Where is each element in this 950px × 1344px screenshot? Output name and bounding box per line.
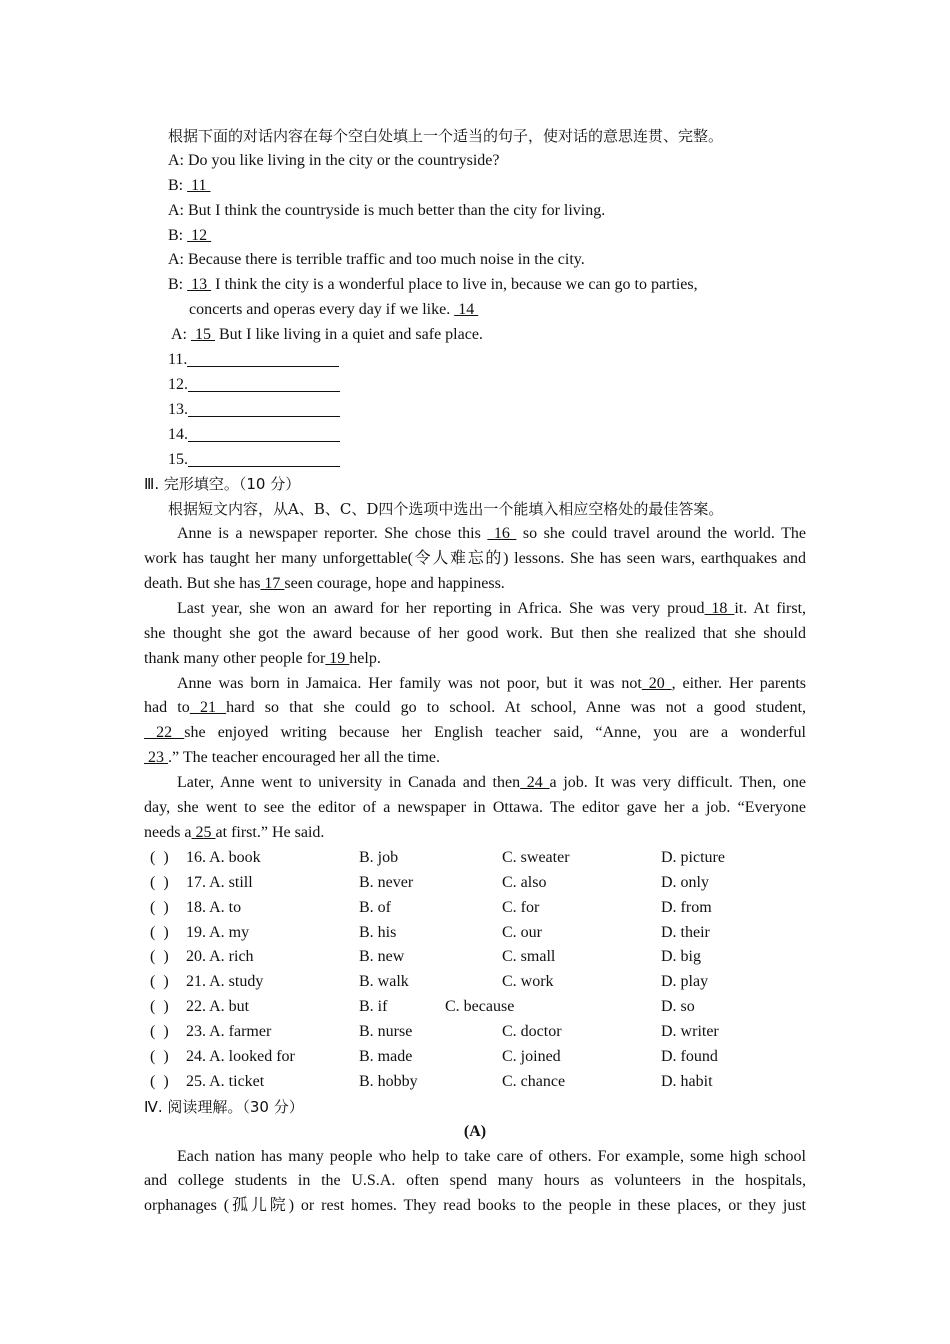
text-segment: , either. Her parents xyxy=(671,674,806,692)
answer-line xyxy=(144,448,806,473)
option-a: 20. A. rich xyxy=(186,948,254,966)
paragraph-line xyxy=(144,522,806,547)
blank-number: 17 xyxy=(260,575,285,593)
answer-line xyxy=(144,423,806,448)
dialogue-text: B: xyxy=(168,226,188,244)
option-a: 22. A. but xyxy=(186,998,250,1016)
paragraph-line xyxy=(144,647,806,672)
option-c: C. our xyxy=(502,923,542,941)
blank-number: 24 xyxy=(520,774,550,792)
text-segment: Each nation has many people who help to take care of others. For example, some high school xyxy=(177,1147,806,1165)
dialogue-text: But I like living in a quiet and safe place. xyxy=(215,326,483,344)
paragraph-line xyxy=(144,597,806,622)
question-row xyxy=(144,1070,806,1095)
blank-number: 22 xyxy=(144,724,185,742)
text-segment: work has taught her many unforgettable(令人难忘的) lessons. She has seen wars, earthquakes and xyxy=(144,550,806,568)
text-segment: .” The teacher encouraged her all the time. xyxy=(168,749,441,767)
option-c: C. for xyxy=(502,898,540,916)
question-row xyxy=(144,896,806,921)
blank-number: 25 xyxy=(191,823,216,841)
answer-number: 12. xyxy=(168,375,188,393)
text-segment: death. But she has xyxy=(144,575,261,593)
dialogue-line xyxy=(144,224,806,249)
text-segment: a job. It was very difficult. Then, one xyxy=(549,774,806,792)
section-heading: Ⅲ. 完形填空。（10 分） xyxy=(144,475,301,494)
text-segment: day, she went to see the editor of a newspaper in Ottawa. The editor gave her a job. “Everyone xyxy=(144,799,806,817)
question-row xyxy=(144,995,806,1020)
option-b: B. nurse xyxy=(359,1023,413,1041)
answer-number: 13. xyxy=(168,400,188,418)
dialogue-text: B: xyxy=(168,276,188,294)
paragraph-line xyxy=(144,572,806,597)
paragraph-line xyxy=(144,721,806,746)
section-heading: Ⅳ. 阅读理解。（30 分） xyxy=(144,1097,304,1116)
option-c: C. doctor xyxy=(502,1023,562,1041)
dialogue-text: A: Because there is terrible traffic and too much noise in the city. xyxy=(168,251,585,269)
option-d: D. from xyxy=(661,898,712,916)
option-d: D. only xyxy=(661,873,709,891)
option-d: D. picture xyxy=(661,848,725,866)
option-d: D. their xyxy=(661,923,710,941)
dialogue-text: A: But I think the countryside is much better than the city for living. xyxy=(168,201,606,219)
option-b: B. of xyxy=(359,898,391,916)
answer-paren: ( ) xyxy=(150,1072,169,1090)
paragraph-line xyxy=(144,622,806,647)
paragraph-line xyxy=(144,547,806,572)
text-segment: it. At first, xyxy=(734,599,806,617)
option-a: 25. A. ticket xyxy=(186,1072,265,1090)
option-a: 16. A. book xyxy=(186,848,261,866)
option-b: B. his xyxy=(359,923,397,941)
option-a: 17. A. still xyxy=(186,873,253,891)
option-a: 19. A. my xyxy=(186,923,250,941)
blank-number: 18 xyxy=(704,599,735,617)
option-c: C. also xyxy=(502,873,547,891)
option-c: C. joined xyxy=(502,1047,561,1065)
text-segment: hard so that she could go to school. At school, Anne was not a good student, xyxy=(226,699,806,717)
answer-number: 15. xyxy=(168,450,188,468)
paragraph-line xyxy=(144,821,806,846)
paragraph-line xyxy=(144,696,806,721)
question-row xyxy=(144,1045,806,1070)
blank-number: 12 xyxy=(187,226,212,244)
option-d: D. writer xyxy=(661,1023,719,1041)
answer-blank[interactable] xyxy=(188,398,340,417)
text-segment: she enjoyed writing because her English teacher said, “Anne, you are a wonderful xyxy=(184,724,806,742)
answer-paren: ( ) xyxy=(150,873,169,891)
option-d: D. found xyxy=(661,1047,718,1065)
paragraph-line xyxy=(144,796,806,821)
blank-number: 23 xyxy=(144,749,168,767)
text-segment: Later, Anne went to university in Canada and then xyxy=(177,774,521,792)
answer-paren: ( ) xyxy=(150,898,169,916)
passage-title: (A) xyxy=(463,1122,487,1140)
answer-blank[interactable] xyxy=(188,423,340,442)
dialogue-instruction: 根据下面的对话内容在每个空白处填上一个适当的句子，使对话的意思连贯、完整。 xyxy=(168,127,724,145)
paragraph-line xyxy=(144,1194,806,1219)
option-b: B. walk xyxy=(359,973,409,991)
paragraph-line xyxy=(144,1145,806,1170)
text-segment: Anne was born in Jamaica. Her family was not poor, but it was not xyxy=(177,674,642,692)
text-segment: needs a xyxy=(144,823,192,841)
dialogue-text: A: xyxy=(171,326,191,344)
option-a: 24. A. looked for xyxy=(186,1047,295,1065)
answer-paren: ( ) xyxy=(150,973,169,991)
blank-number: 14 xyxy=(454,301,479,319)
blank-number: 19 xyxy=(325,649,350,667)
blank-number: 15 xyxy=(191,326,215,344)
answer-paren: ( ) xyxy=(150,923,169,941)
question-row xyxy=(144,1020,806,1045)
dialogue-line xyxy=(144,199,806,224)
answer-number: 11. xyxy=(168,351,188,369)
text-segment: so she could travel around the world. The xyxy=(516,525,806,543)
answer-number: 14. xyxy=(168,425,188,443)
text-segment: thank many other people for xyxy=(144,649,326,667)
answer-paren: ( ) xyxy=(150,998,169,1016)
answer-blank[interactable] xyxy=(188,373,340,392)
option-b: B. never xyxy=(359,873,414,891)
blank-number: 13 xyxy=(187,276,212,294)
dialogue-line xyxy=(144,248,806,273)
option-b: B. hobby xyxy=(359,1072,418,1090)
blank-number: 16 xyxy=(487,525,517,543)
paragraph-line xyxy=(144,746,806,771)
option-c: C. because xyxy=(445,998,515,1016)
option-c: C. chance xyxy=(502,1072,566,1090)
option-b: B. job xyxy=(359,848,399,866)
answer-paren: ( ) xyxy=(150,948,169,966)
text-segment: orphanages (孤儿院) or rest homes. They read books to the people in these places, or they just xyxy=(144,1197,806,1215)
paragraph-line xyxy=(144,672,806,697)
dialogue-line xyxy=(144,298,806,323)
answer-blank[interactable] xyxy=(188,448,340,467)
text-segment: seen courage, hope and happiness. xyxy=(284,575,505,593)
option-b: B. if xyxy=(359,998,388,1016)
question-row xyxy=(144,970,806,995)
text-segment: at first.” He said. xyxy=(215,823,325,841)
dialogue-text: A: Do you like living in the city or the countryside? xyxy=(168,151,500,169)
answer-paren: ( ) xyxy=(150,1047,169,1065)
text-segment: Last year, she won an award for her reporting in Africa. She was very proud xyxy=(177,599,705,617)
answer-blank[interactable] xyxy=(187,348,339,367)
dialogue-text: I think the city is a wonderful place to live in, because we can go to parties, xyxy=(211,276,698,294)
option-d: D. so xyxy=(661,998,695,1016)
dialogue-text: concerts and operas every day if we like. xyxy=(189,301,455,319)
option-a: 21. A. study xyxy=(186,973,264,991)
text-segment: she thought she got the award because of her good work. But then she realized that she should xyxy=(144,624,806,642)
option-a: 18. A. to xyxy=(186,898,242,916)
text-segment: Anne is a newspaper reporter. She chose this xyxy=(177,525,488,543)
text-segment: had to xyxy=(144,699,190,717)
option-d: D. habit xyxy=(661,1072,713,1090)
answer-paren: ( ) xyxy=(150,1023,169,1041)
dialogue-line xyxy=(144,273,806,298)
answer-line xyxy=(144,373,806,398)
content xyxy=(144,124,806,1219)
question-row xyxy=(144,846,806,871)
option-c: C. small xyxy=(502,948,556,966)
option-d: D. big xyxy=(661,948,701,966)
cloze-instruction: 根据短文内容，从A、B、C、D四个选项中选出一个能填入相应空格处的最佳答案。 xyxy=(168,500,724,519)
answer-paren: ( ) xyxy=(150,848,169,866)
text-segment: and college students in the U.S.A. often spend many hours as volunteers in the hospitals, xyxy=(144,1172,806,1190)
option-b: B. made xyxy=(359,1047,413,1065)
dialogue-line xyxy=(144,174,806,199)
option-b: B. new xyxy=(359,948,405,966)
question-row xyxy=(144,945,806,970)
blank-number: 20 xyxy=(641,674,672,692)
question-row xyxy=(144,871,806,896)
option-a: 23. A. farmer xyxy=(186,1023,272,1041)
option-c: C. sweater xyxy=(502,848,570,866)
paragraph-line xyxy=(144,1169,806,1194)
dialogue-line xyxy=(144,323,806,348)
answer-line xyxy=(144,348,806,373)
text-segment: help. xyxy=(349,649,381,667)
dialogue-line xyxy=(144,149,806,174)
question-row xyxy=(144,921,806,946)
option-c: C. work xyxy=(502,973,554,991)
blank-number: 11 xyxy=(187,176,211,194)
option-d: D. play xyxy=(661,973,709,991)
blank-number: 21 xyxy=(189,699,227,717)
answer-line xyxy=(144,398,806,423)
dialogue-text: B: xyxy=(168,176,188,194)
paragraph-line xyxy=(144,771,806,796)
